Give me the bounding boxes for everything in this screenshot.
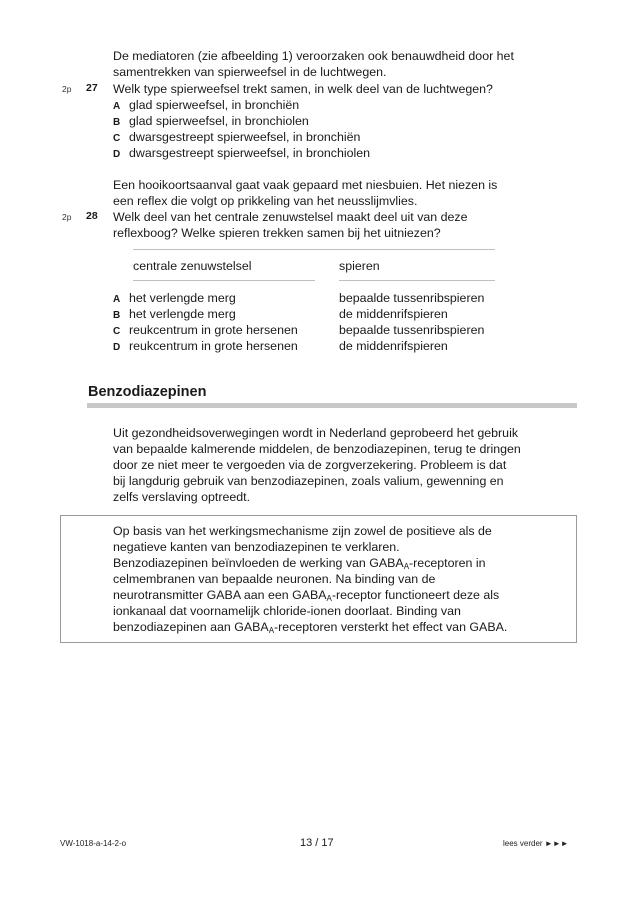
table-header-rule-2 [339, 280, 495, 281]
intro-line-1: De mediatoren (zie afbeelding 1) veroorzaken ook benauwdheid door het [113, 49, 514, 63]
box-line-1: Op basis van het werkingsmechanisme zijn zowel de positieve als de [113, 524, 492, 538]
section-para-line-4: bij langdurig gebruik van benzodiazepinen, zoals valium, gewenning en [113, 474, 504, 488]
q27-option-c [113, 129, 360, 145]
q28-row-c [113, 322, 298, 338]
q27-option-a [113, 97, 299, 113]
option-text: glad spierweefsel, in bronchiolen [129, 114, 309, 128]
q28-row-a-muscles: bepaalde tussenribspieren [339, 291, 485, 305]
option-text: glad spierweefsel, in bronchiën [129, 98, 300, 112]
option-letter: A [113, 294, 121, 305]
option-text: dwarsgestreept spierweefsel, in bronchiën [129, 130, 361, 144]
intro-line-2: samentrekken van spierweefsel in de luchtwegen. [113, 65, 387, 79]
table-header-muscles: spieren [339, 259, 380, 273]
box-line-6: ionkanaal dat voornamelijk chloride-ionen doorlaat. Binding van [113, 604, 461, 618]
section-para-line-5: zelfs verslaving optreedt. [113, 490, 251, 504]
box-line-7-text-a: benzodiazepinen aan GABA [113, 620, 269, 634]
option-cns: reukcentrum in grote hersenen [129, 339, 298, 353]
option-letter: C [113, 326, 121, 337]
gaba-subscript: A [326, 594, 332, 603]
section-para-line-3: door ze niet meer te vergoeden via de zorgverzekering. Probleem is dat [113, 458, 507, 472]
option-letter: B [113, 117, 121, 128]
option-letter: A [113, 101, 121, 112]
q27-question: Welk type spierweefsel trekt samen, in welk deel van de luchtwegen? [113, 82, 493, 96]
section-para-line-1: Uit gezondheidsoverwegingen wordt in Nederland geprobeerd het gebruik [113, 426, 519, 440]
footer-page-number: 13 / 17 [300, 837, 334, 849]
box-line-3 [113, 555, 486, 571]
q28-row-d [113, 338, 298, 354]
gaba-subscript: A [268, 626, 275, 635]
q28-row-b-muscles: de middenrifspieren [339, 307, 448, 321]
box-line-4: celmembranen van bepaalde neuronen. Na binding van de [113, 572, 436, 586]
box-line-5 [113, 587, 499, 603]
table-header-rule-1 [133, 280, 315, 281]
option-letter: C [113, 133, 121, 144]
q28-row-d-muscles: de middenrifspieren [339, 339, 448, 353]
option-cns: het verlengde merg [129, 291, 236, 305]
q28-points: 2p [62, 212, 72, 222]
footer-code: VW-1018-a-14-2-o [60, 839, 127, 848]
box-line-7-text-b: -receptoren versterkt het effect van GABA. [274, 620, 508, 634]
q28-row-c-muscles: bepaalde tussenribspieren [339, 323, 485, 337]
footer-next-label[interactable]: lees verder ►►► [503, 839, 569, 848]
option-cns: reukcentrum in grote hersenen [129, 323, 298, 337]
q28-question-line-2: reflexboog? Welke spieren trekken samen bij het uitniezen? [113, 226, 441, 240]
table-top-rule [133, 249, 495, 250]
q27-option-b [113, 113, 309, 129]
q28-row-a [113, 290, 236, 306]
gaba-subscript: A [403, 562, 410, 571]
table-header-cns: centrale zenuwstelsel [133, 259, 252, 273]
box-line-3-text-b: -receptoren in [409, 556, 486, 570]
option-letter: D [113, 342, 121, 353]
q27-option-d [113, 145, 370, 161]
box-line-5-text-b: -receptor functioneert deze als [331, 588, 500, 602]
q28-intro-line-2: een reflex die volgt op prikkeling van het neusslijmvlies. [113, 194, 418, 208]
q27-points: 2p [62, 84, 72, 94]
section-divider [87, 403, 577, 408]
box-line-2: negatieve kanten van benzodiazepinen te verklaren. [113, 540, 400, 554]
section-para-line-2: van bepaalde kalmerende middelen, de benzodiazepinen, terug te dringen [113, 442, 521, 456]
section-title: Benzodiazepinen [88, 384, 207, 400]
q28-row-b [113, 306, 236, 322]
q28-number: 28 [86, 210, 98, 222]
box-line-3-text-a: Benzodiazepinen beïnvloeden de werking van GABA [113, 556, 404, 570]
option-letter: D [113, 149, 121, 160]
option-cns: het verlengde merg [129, 307, 236, 321]
q28-question-line-1: Welk deel van het centrale zenuwstelsel maakt deel uit van deze [113, 210, 468, 224]
q28-intro-line-1: Een hooikoortsaanval gaat vaak gepaard met niesbuien. Het niezen is [113, 178, 498, 192]
option-letter: B [113, 310, 121, 321]
q27-number: 27 [86, 82, 98, 94]
box-line-7 [113, 619, 507, 635]
box-line-5-text-a: neurotransmitter GABA aan een GABA [113, 588, 327, 602]
option-text: dwarsgestreept spierweefsel, in bronchiolen [129, 146, 371, 160]
